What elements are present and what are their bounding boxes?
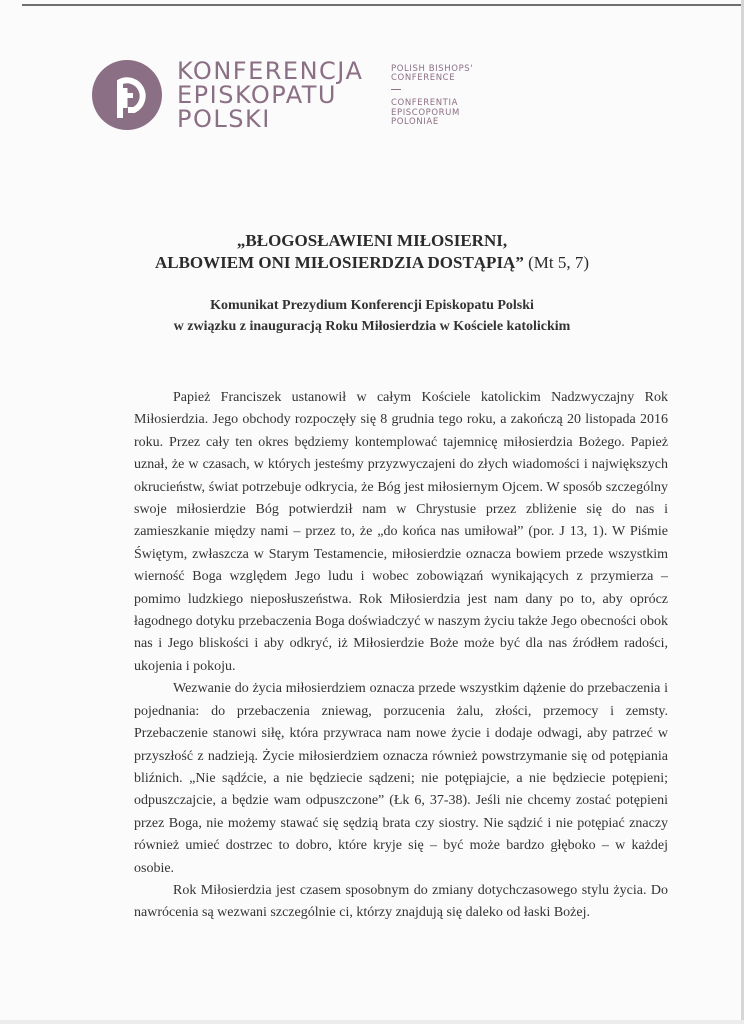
title-line-2-main: ALBOWIEM ONI MIŁOSIERDZIA DOSTĄPIĄ” xyxy=(154,253,524,272)
organization-name xyxy=(177,59,363,131)
org-en-line: CONFERENCE xyxy=(391,73,456,83)
subtitle-line-1: Komunikat Prezydium Konferencji Episkopatu Polski xyxy=(210,298,534,313)
org-name-line: EPISKOPATU xyxy=(177,81,337,109)
org-la-line: EPISCOPORUM xyxy=(391,107,460,118)
title-bible-reference: (Mt 5, 7) xyxy=(523,253,590,272)
body-paragraph: Wezwanie do życia miłosierdziem oznacza przede wszystkim dążenie do przebaczenia i pojednania: do przebaczenia zniewag, porzucenia żalu, złości, przemocy i zemsty. Przebaczenie stanowi siłę, która przywraca nam nowe życie i dodaje odwagi, aby patrzeć w przyszłość z nadzieją. Życie miłosierdziem oznacza również powstrzymanie się od potępiania bliźnich. „Nie sądźcie, a nie będziecie sądzeni; nie potępiajcie, a nie będziecie potępieni; odpuszczajcie, a będzie wam odpuszczone” (Łk 6, 37-38). Jeśli nie chcemy zostać potępieni przez Boga, nie możemy stawać się sędzią brata czy siostry. Nie sądzić i nie potępiać znaczy również umieć dostrzec to dobro, które kryje się – być może bardzo głęboko – w każdej osobie. xyxy=(134,681,668,876)
document-subtitle xyxy=(0,295,744,337)
org-la-line: POLONIAE xyxy=(391,117,439,127)
document-body xyxy=(134,387,668,925)
org-la-line: CONFERENTIA xyxy=(391,98,458,108)
organization-name-latin xyxy=(391,99,460,128)
org-name-separator xyxy=(391,89,401,90)
org-name-line: KONFERENCJA xyxy=(177,57,364,85)
subtitle-line-2: w związku z inauguracją Roku Miłosierdzia w Kościele katolickim xyxy=(173,319,571,334)
title-line-2 xyxy=(0,252,744,274)
scan-bottom-shadow xyxy=(0,1020,744,1024)
body-paragraph: Rok Miłosierdzia jest czasem sposobnym do zmiany dotychczasowego stylu życia. Do nawrócenia są wezwani szczególnie ci, którzy znajdują się daleko od łaski Bożej. xyxy=(134,882,668,921)
cross-in-circle-logo-icon xyxy=(92,60,162,130)
body-paragraph: Papież Franciszek ustanowił w całym Kościele katolickim Nadzwyczajny Rok Miłosierdzia. Jego obchody rozpoczęły się 8 grudnia tego roku, a zakończą 20 listopada 2016 roku. Przez cały ten okres będziemy kontemplować tajemnicę miłosierdzia Bożego. Papież uznał, że w czasach, w których jesteśmy przyzwyczajeni do złych wiadomości i największych okrucieństw, świat potrzebuje odkrycia, że Bóg jest miłosiernym Ojcem. W sposób szczególny swoje miłosierdzie Bóg potwierdził nam w Chrystusie przez zbliżenie się do nas i zamieszkanie między nami – przez to, że „do końca nas umiłował” (por. J 13, 1). W Piśmie Świętym, zwłaszcza w Starym Testamencie, miłosierdzie oznacza bowiem przede wszystkim wierność Boga względem Jego ludu i wobec zobowiązań wynikających z przymierza – pomimo ludzkiego nieposłuszeństwa. Rok Miłosierdzia jest nam dany po to, aby oprócz łagodnego dotyku przebaczenia Boga doświadczyć w naszym życiu także Jego obecności obok nas i Jego bliskości i aby odkryć, iż Miłosierdzie Boże może być dla nas źródłem radości, ukojenia i pokoju. xyxy=(134,390,668,674)
organization-name-english xyxy=(391,65,473,83)
document-title xyxy=(0,230,744,274)
title-line-1: „BŁOGOSŁAWIENI MIŁOSIERNI, xyxy=(236,231,508,250)
scan-top-border xyxy=(22,4,744,6)
org-name-line: POLSKI xyxy=(177,105,271,133)
org-en-line: POLISH BISHOPS' xyxy=(391,64,474,74)
